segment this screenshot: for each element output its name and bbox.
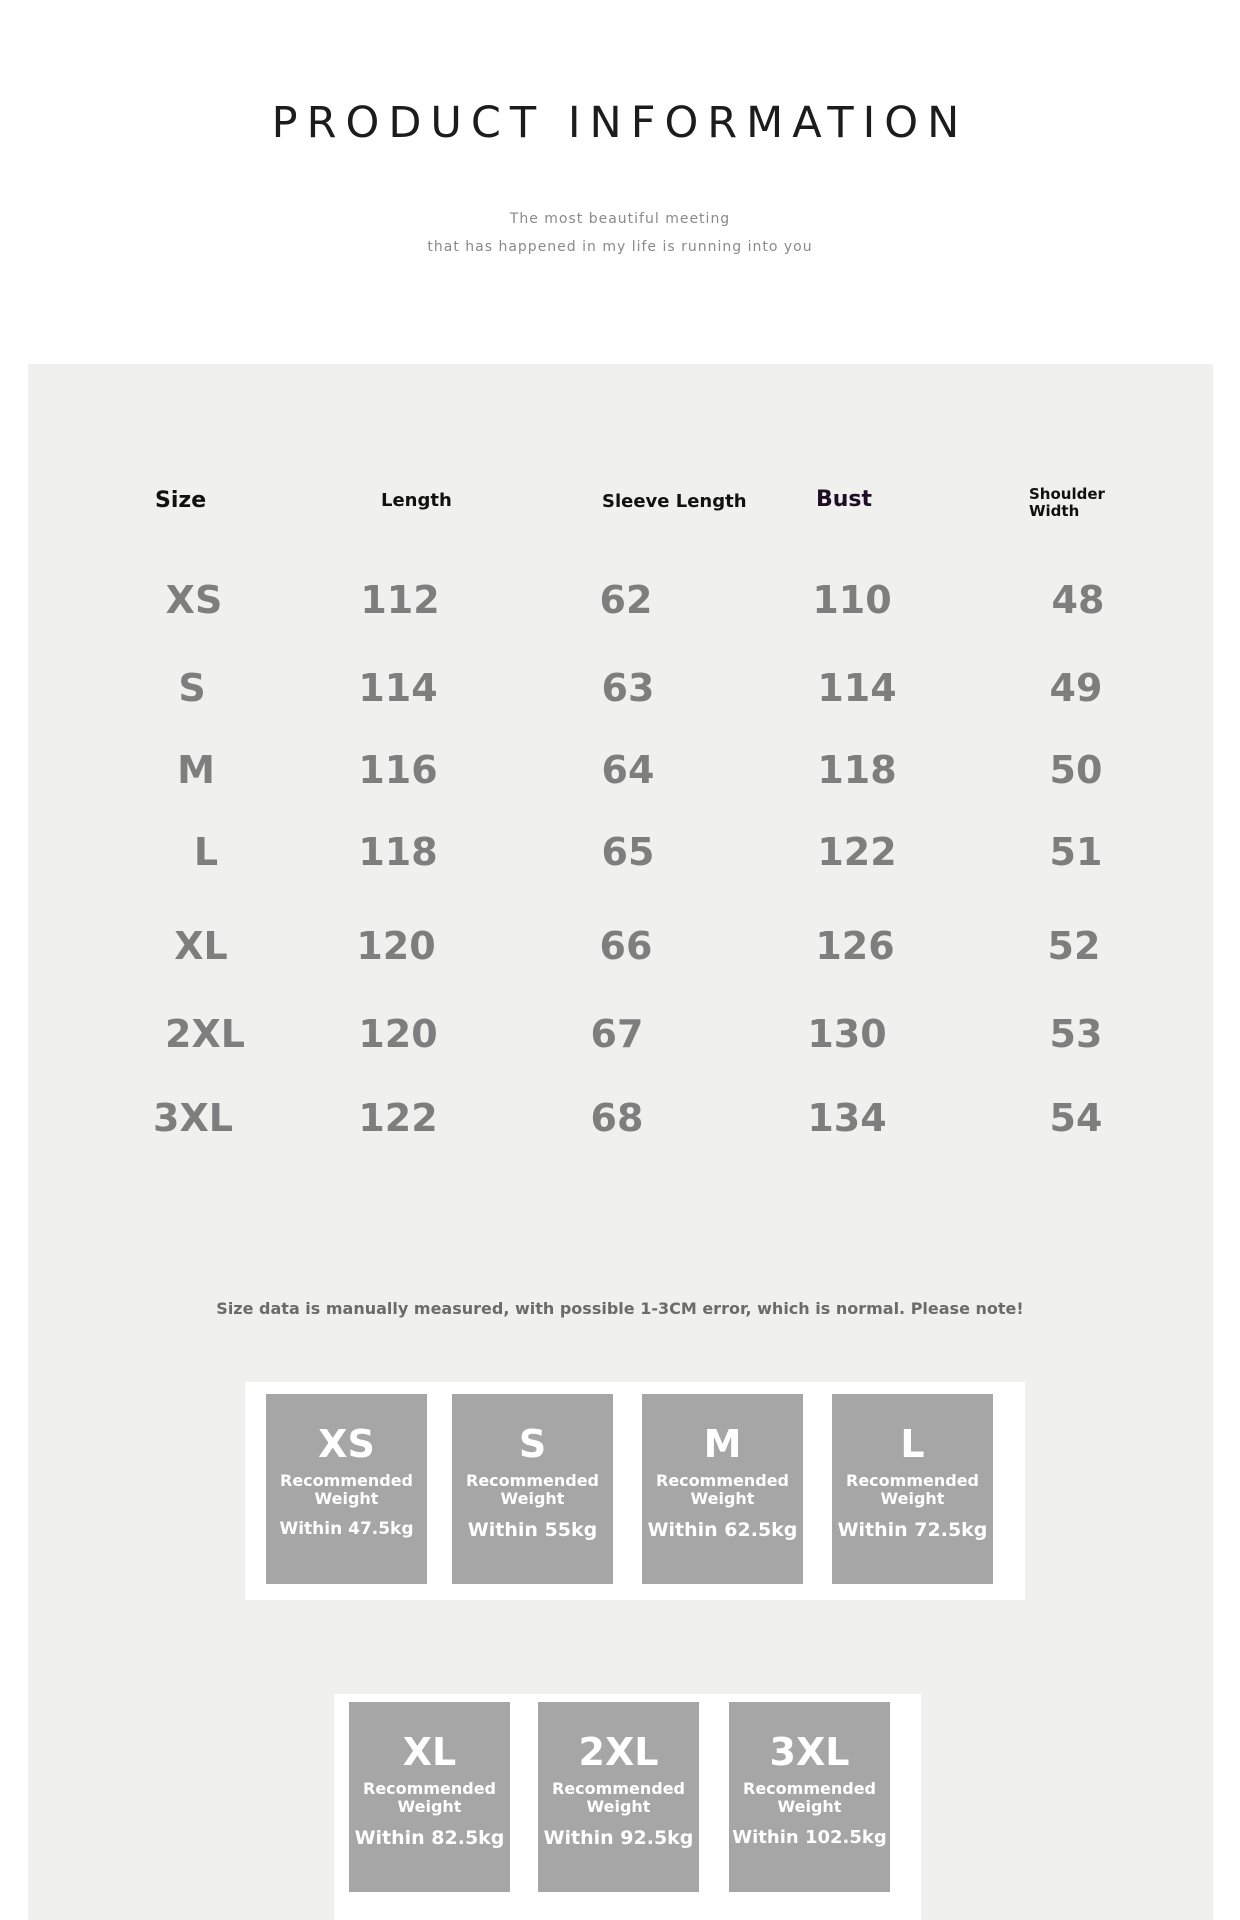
table-cell-size: XS	[165, 578, 223, 622]
table-cell-length: 118	[358, 830, 438, 874]
table-cell-shoulder-width: 53	[1049, 1012, 1103, 1056]
table-cell-size: L	[193, 830, 219, 874]
table-cell-shoulder-width: 49	[1049, 666, 1103, 710]
weight-card-size: M	[703, 1422, 742, 1466]
weight-card-label: Recommended Weight	[743, 1779, 876, 1816]
table-cell-bust: 130	[807, 1012, 887, 1056]
table-cell-bust: 122	[817, 830, 897, 874]
table-cell-sleeve-length: 66	[599, 924, 653, 968]
table-cell-shoulder-width: 54	[1049, 1096, 1103, 1140]
table-cell-length: 116	[358, 748, 438, 792]
weight-card-xs	[266, 1394, 427, 1584]
weight-card-size: 2XL	[578, 1730, 659, 1774]
weight-card-size: XS	[318, 1422, 375, 1466]
table-cell-bust: 114	[817, 666, 897, 710]
measurement-note: Size data is manually measured, with possible 1-3CM error, which is normal. Please note!	[216, 1299, 1024, 1318]
table-cell-size: XL	[174, 924, 228, 968]
table-cell-sleeve-length: 68	[590, 1096, 644, 1140]
weight-card-label: Recommended Weight	[846, 1471, 979, 1508]
weight-card-size: 3XL	[769, 1730, 850, 1774]
weight-card-xl	[349, 1702, 510, 1892]
column-header-length: Length	[381, 490, 452, 511]
weight-card-label: Recommended Weight	[280, 1471, 413, 1508]
weight-card-m	[642, 1394, 803, 1584]
weight-card-l	[832, 1394, 993, 1584]
table-cell-sleeve-length: 65	[601, 830, 655, 874]
table-cell-shoulder-width: 51	[1049, 830, 1103, 874]
table-cell-shoulder-width: 48	[1051, 578, 1105, 622]
weight-card-2xl	[538, 1702, 699, 1892]
weight-card-weight: Within 62.5kg	[647, 1519, 798, 1541]
column-header-shoulder-width: Shoulder Width	[1029, 485, 1105, 520]
weight-card-weight: Within 72.5kg	[837, 1519, 988, 1541]
table-cell-size: 3XL	[153, 1096, 233, 1140]
weight-card-size: S	[518, 1422, 547, 1466]
weight-card-size: L	[900, 1422, 925, 1466]
tagline-line-2: that has happened in my life is running into you	[427, 239, 813, 255]
table-cell-length: 120	[358, 1012, 438, 1056]
table-cell-length: 114	[358, 666, 438, 710]
table-cell-length: 120	[356, 924, 436, 968]
table-cell-size: M	[177, 748, 215, 792]
table-cell-bust: 118	[817, 748, 897, 792]
weight-card-label: Recommended Weight	[656, 1471, 789, 1508]
table-cell-sleeve-length: 63	[601, 666, 655, 710]
weight-card-weight: Within 82.5kg	[354, 1827, 505, 1849]
column-header-size: Size	[155, 488, 207, 513]
weight-card-s	[452, 1394, 613, 1584]
table-cell-shoulder-width: 52	[1047, 924, 1101, 968]
weight-card-3xl	[729, 1702, 890, 1892]
column-header-bust: Bust	[816, 487, 873, 512]
tagline-line-1: The most beautiful meeting	[509, 211, 731, 227]
weight-card-label: Recommended Weight	[466, 1471, 599, 1508]
weight-card-weight: Within 55kg	[467, 1519, 598, 1541]
table-cell-length: 122	[358, 1096, 438, 1140]
table-cell-sleeve-length: 67	[590, 1012, 644, 1056]
table-cell-bust: 126	[815, 924, 895, 968]
table-cell-size: 2XL	[165, 1012, 245, 1056]
page-title: PRODUCT INFORMATION	[271, 98, 969, 148]
table-cell-bust: 134	[807, 1096, 887, 1140]
weight-card-label: Recommended Weight	[552, 1779, 685, 1816]
table-cell-shoulder-width: 50	[1049, 748, 1103, 792]
weight-card-size: XL	[402, 1730, 457, 1774]
table-cell-size: S	[178, 666, 206, 710]
weight-card-weight: Within 92.5kg	[543, 1827, 694, 1849]
table-cell-length: 112	[360, 578, 440, 622]
table-cell-sleeve-length: 62	[599, 578, 653, 622]
weight-card-weight: Within 47.5kg	[279, 1519, 414, 1539]
table-cell-sleeve-length: 64	[601, 748, 655, 792]
column-header-sleeve-length: Sleeve Length	[602, 491, 747, 512]
table-cell-bust: 110	[812, 578, 892, 622]
weight-card-label: Recommended Weight	[363, 1779, 496, 1816]
weight-card-weight: Within 102.5kg	[732, 1827, 887, 1848]
